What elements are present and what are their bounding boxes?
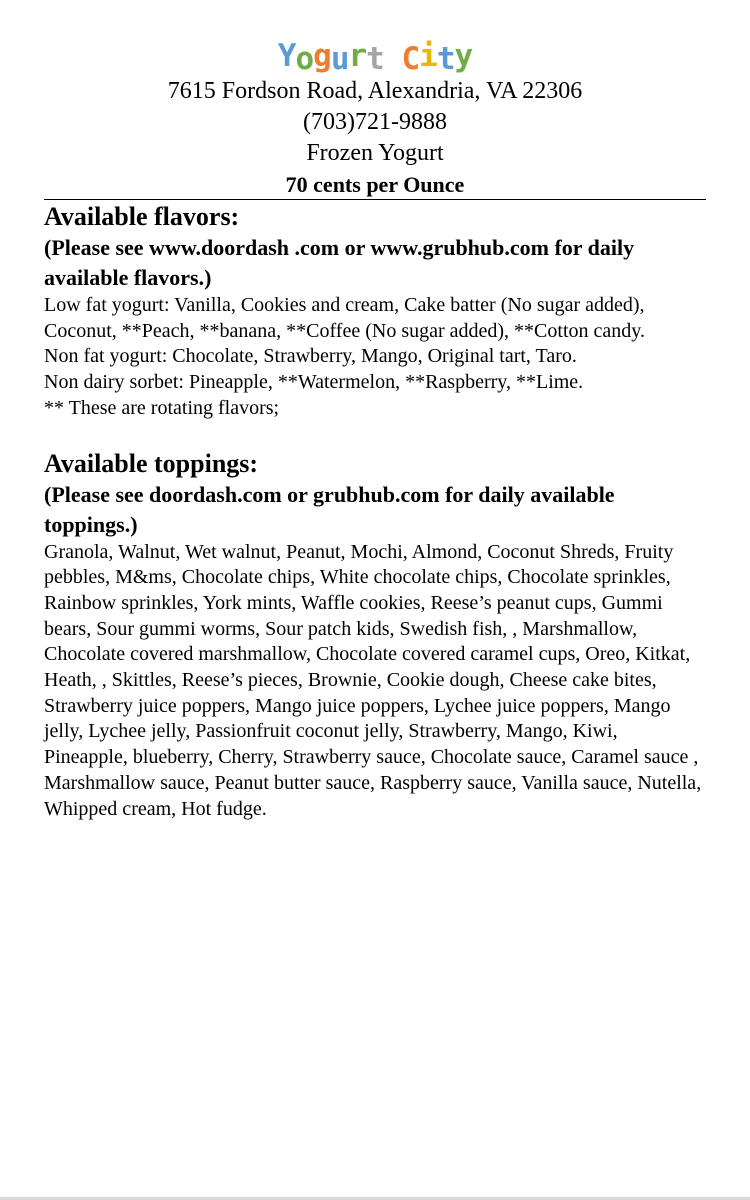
flavors-title: Available flavors: <box>44 202 240 231</box>
logo-letter: o <box>295 41 314 77</box>
rotating-flavors-note: ** These are rotating flavors; <box>44 396 280 419</box>
section-spacer <box>44 422 706 448</box>
logo-letter: t <box>436 41 455 77</box>
flavors-note: (Please see www.doordash .com or www.grubhub.com for daily available flavors.) <box>44 235 635 290</box>
header-divider <box>44 199 706 200</box>
non-dairy-flavors: Non dairy sorbet: Pineapple, **Watermelon, **Raspberry, **Lime. <box>44 371 584 394</box>
non-fat-flavors: Non fat yogurt: Chocolate, Strawberry, Mango, Original tart, Taro. <box>44 345 577 368</box>
store-header <box>0 76 750 200</box>
yogurt-city-logo <box>0 38 750 76</box>
store-phone: (703)721-9888 <box>303 109 447 135</box>
logo-letter <box>384 37 402 75</box>
toppings-note: (Please see doordash.com or grubhub.com for daily available toppings.) <box>44 481 615 537</box>
toppings-list: Granola, Walnut, Wet walnut, Peanut, Mochi, Almond, Coconut Shreds, Fruity pebbles, M&ms, Chocolate chips, White chocolate chips, Chocolate sprinkles, Rainbow sprinkles, York mints, Waffle cookies, Reese’s peanut cups, Gummi bears, Sour gummi worms, Sour patch kids, Swedish fish, , Marshmallow, Chocolate covered marshmallow, Chocolate covered caramel cups, Oreo, Kitkat, Heath, , Skittles, Reese’s pieces, Brownie, Cookie dough, Cheese cake bites, Strawberry juice poppers, Mango juice poppers, Lychee juice poppers, Mango jelly, Lychee jelly, Passionfruit coconut jelly, Strawberry, Mango, Kiwi, Pineapple, blueberry, Cherry, Strawberry sauce, Chocolate sauce, Caramel sauce , Marshmallow sauce, Peanut butter sauce, Raspberry sauce, Vanilla sauce, Nutella, Whipped cream, Hot fudge. <box>44 540 702 820</box>
toppings-title: Available toppings: <box>44 448 259 478</box>
store-category: Frozen Yogurt <box>306 140 444 166</box>
logo-letter: C <box>401 41 420 77</box>
logo-letter: g <box>313 38 331 74</box>
logo-letter: i <box>419 38 437 74</box>
logo-letter: t <box>366 41 384 77</box>
low-fat-flavors: Low fat yogurt: Vanilla, Cookies and cream, Cake batter (No sugar added), Coconut, **Peach, **banana, **Coffee (No sugar added), **Cotton candy. <box>44 294 645 342</box>
menu-content <box>44 201 706 822</box>
flavors-section <box>44 201 706 422</box>
logo-letter: y <box>454 38 473 74</box>
price-per-ounce: 70 cents per Ounce <box>285 172 465 197</box>
toppings-section <box>44 448 706 823</box>
logo-letter: Y <box>277 38 296 74</box>
store-address: 7615 Fordson Road, Alexandria, VA 22306 <box>167 78 583 104</box>
logo-letter: r <box>348 38 367 74</box>
logo-letter: u <box>330 41 349 77</box>
